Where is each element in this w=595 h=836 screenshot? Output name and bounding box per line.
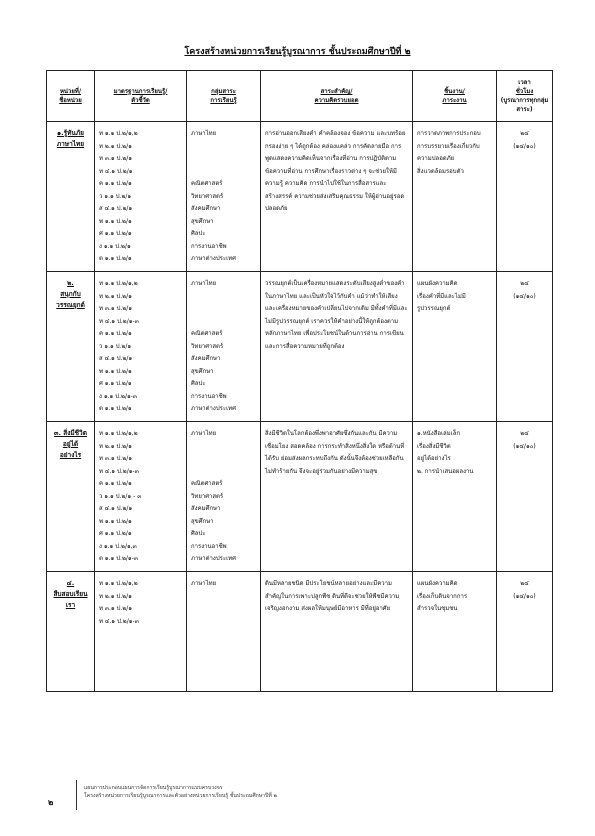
indicator-item: ศ ๑.๑ ป.๒/๑: [99, 230, 132, 237]
concept-cell: ดินมีหลายชนิด มีประโยชน์หลายอย่างและมีความสำคัญในการเพาะปลูกพืช ดินที่ดีจะช่วยให้พืชมีความเจริญงอกงาม ส่งผลให้มนุษย์มีอาหาร มีที่อยู่อาศัย: [261, 572, 413, 692]
unit-cell: [47, 572, 95, 692]
work-item: อยู่ได้อย่างไร: [417, 455, 451, 462]
work-item: การบรรยายเรื่องเกี่ยวกับ: [417, 142, 480, 150]
work-item: ๒. การนำเสนอผลงาน: [417, 467, 474, 475]
work-item: สิ่งแวดล้อมรอบตัว: [417, 167, 464, 175]
indicators-cell: [95, 572, 187, 692]
indicator-item: พ ๑.๑ ป.๒/๑: [99, 367, 132, 375]
unit-name: ๓. สิ่งมีชีวิต: [54, 429, 87, 437]
header-indicators: มาตรฐานการเรียนรู้/ ตัวชี้วัด: [95, 71, 187, 122]
indicator-item: พ ๑.๑ ป.๒/๑: [99, 217, 132, 225]
indicator-item: ท ๔.๑ ป.๒/๑-๓: [99, 467, 139, 475]
table-row: [47, 272, 553, 422]
indicator-item: ท ๒.๑ ป.๒/๑: [99, 592, 132, 600]
hours-cell: [497, 422, 553, 572]
subject-item: ภาษาไทย: [191, 130, 217, 137]
subject-item: การงานอาชีพ: [191, 392, 227, 400]
structure-table: [46, 70, 553, 692]
subject-item: คณิตศาสตร์: [191, 180, 223, 187]
unit-cell: [47, 422, 95, 572]
page-title: โครงสร้างหน่วยการเรียนรู้บูรณาการ ชั้นประถมศึกษาปีที่ ๒: [184, 47, 411, 57]
hours-cell: [497, 122, 553, 272]
indicator-item: ท ๓.๑ ป.๒/๑: [99, 455, 133, 462]
work-item: เรื่องเก็บดินจากการ: [417, 592, 468, 600]
subject-item: [191, 291, 257, 304]
subjects-cell: [187, 572, 261, 692]
unit-cell: [47, 272, 95, 422]
subject-item: [191, 166, 257, 179]
concept-cell: วรรณยุกต์เป็นเครื่องหมายแสดงระดับเสียงสูงต่ำของคำในภาษาไทย และเป็นหัวใจไว้กับคำ แม้ว่าทำให้เสียงและเครื่องหมายของคำเปลี่ยนไปจากเดิม มีทั้งคำที่มีและไม่มีรูปวรรณยุกต์ เราควรให้คำอย่างนี้ให้ถูกต้องตามหลักภาษาไทย เพื่อประโยชน์ในด้านการอ่าน การเขียนและการสื่อความหมายที่ถูกต้อง: [261, 272, 413, 422]
subjects-cell: [187, 272, 261, 422]
subject-item: สังคมศึกษา: [191, 505, 221, 512]
subject-item: ศิลปะ: [191, 530, 206, 537]
indicator-item: ท ๓.๑ ป.๒/๑: [99, 155, 133, 162]
indicator-item: ท ๑.๑ ป.๒/๑,๒: [99, 430, 138, 437]
indicator-item: ง ๑.๑ ป.๒/๑,๓: [99, 542, 137, 550]
indicator-item: ท ๔.๑ ป.๒/๑: [99, 167, 133, 175]
indicator-item: ท ๔.๑ ป.๒/๑-๓: [99, 317, 139, 325]
indicator-item: ท ๔.๑ ป.๒/๑-๓: [99, 617, 139, 625]
indicator-item: ว ๑.๑ ป.๒/๑ - ๓: [99, 492, 142, 500]
footer-text: [84, 784, 277, 800]
indicator-item: ค ๑.๑ ป.๒/๑: [99, 330, 132, 337]
indicator-item: ง ๑.๑ ป.๒/๑: [99, 242, 131, 250]
footer-line-1: แผนการประกอบแผนการจัดการเรียนรู้บูรณาการแบบครบวงจร: [84, 785, 223, 791]
work-item: ๑.หนังสือเล่มเล็ก: [417, 430, 461, 437]
header-concept: สาระสำคัญ/ ความคิดรวบยอด: [261, 71, 413, 122]
unit-name: เรา: [65, 601, 76, 609]
concept-cell: การอ่านออกเสียงคำ คำคล้องจอง ข้อความ และบทร้อยกรองง่าย ๆ ได้ถูกต้อง คล่องแคล่ว การคัดลายมือ การพูดแสดงความคิดเห็นจากเรื่องที่อ่าน การปฏิบัติตามข้อความที่อ่าน การศึกษาเรื่องราวต่าง ๆ จะช่วยให้มีความรู้ ความคิด การนำไปใช้ในการสื่อสารและสร้างสรรค์ ความช่วยส่งเสริมคุณธรรม ให้ผู้อ่านอยู่รอดปลอดภัย: [261, 122, 413, 272]
work-cell: [413, 272, 497, 422]
hours-value: (๑๔/๑๐): [513, 592, 536, 600]
subject-item: ภาษาต่างประเทศ: [191, 255, 236, 262]
indicator-item: ต ๑.๑ ป.๒/๑: [99, 405, 132, 412]
unit-name: อย่างไร: [59, 451, 82, 459]
unit-cell: [47, 122, 95, 272]
indicator-item: ท ๒.๑ ป.๒/๑: [99, 142, 132, 150]
header-subjects: กลุ่มสาระ การเรียนรู้: [187, 71, 261, 122]
subject-item: [191, 141, 257, 154]
subject-item: วิทยาศาสตร์: [191, 492, 224, 500]
unit-name: ๒.: [67, 279, 74, 287]
subjects-cell: [187, 422, 261, 572]
header-time: เวลา ชั่วโมง (บูรณาการทุกกลุ่มสาระ): [497, 71, 553, 122]
page-number: ๒: [48, 798, 54, 807]
subject-item: ภาษาไทย: [191, 580, 217, 587]
work-cell: [413, 572, 497, 692]
indicator-item: ว ๑.๑ ป.๒/๑: [99, 342, 132, 350]
work-item: เรื่องสิ่งมีชีวิต: [417, 442, 451, 450]
subject-item: ศิลปะ: [191, 380, 206, 387]
subject-item: ภาษาไทย: [191, 280, 217, 287]
hours-value: (๑๔/๑๐): [513, 142, 536, 150]
indicator-item: ต ๑.๑ ป.๒/๑-๓: [99, 555, 139, 562]
footer-divider: [76, 780, 77, 810]
subject-item: สังคมศึกษา: [191, 205, 221, 212]
unit-name: ๑.รู้ทันภัย: [57, 129, 84, 137]
work-cell: [413, 422, 497, 572]
subject-item: ศิลปะ: [191, 230, 206, 237]
subject-item: ภาษาไทย: [191, 430, 217, 437]
hours-value: (๑๔/๑๐): [513, 442, 536, 450]
indicator-item: ค ๑.๑ ป.๒/๑: [99, 180, 132, 187]
subject-item: การงานอาชีพ: [191, 242, 227, 250]
subject-item: คณิตศาสตร์: [191, 480, 223, 487]
subject-item: คณิตศาสตร์: [191, 330, 223, 337]
subject-item: [191, 591, 257, 604]
unit-name: อยู่ได้: [62, 440, 79, 448]
indicator-item: พ ๑.๑ ป.๒/๑: [99, 517, 132, 525]
subject-item: สุขศึกษา: [191, 367, 214, 375]
subject-item: วิทยาศาสตร์: [191, 192, 224, 200]
subject-item: [191, 153, 257, 166]
subject-item: สังคมศึกษา: [191, 355, 221, 362]
subject-item: สุขศึกษา: [191, 217, 214, 225]
subject-item: [191, 616, 257, 629]
work-item: สำรวจในชุมชน: [417, 605, 458, 612]
subject-item: [191, 441, 257, 454]
subject-item: [191, 453, 257, 466]
header-work: ชิ้นงาน/ ภาระงาน: [413, 71, 497, 122]
subjects-cell: [187, 122, 261, 272]
subject-item: [191, 303, 257, 316]
subject-item: สุขศึกษา: [191, 517, 214, 525]
work-item: รูปวรรณยุกต์: [417, 305, 451, 312]
indicator-item: ท ๑.๑ ป.๒/๑,๒: [99, 580, 138, 587]
subject-item: การงานอาชีพ: [191, 542, 227, 550]
work-item: ความปลอดภัย: [417, 155, 455, 162]
work-cell: [413, 122, 497, 272]
subject-item: วิทยาศาสตร์: [191, 342, 224, 350]
indicator-item: ส ๔.๑ ป.๒/๑: [99, 505, 133, 512]
subject-item: ภาษาต่างประเทศ: [191, 405, 236, 412]
subject-item: [191, 603, 257, 616]
hours-cell: [497, 572, 553, 692]
hours-cell: [497, 272, 553, 422]
indicator-item: ท ๒.๑ ป.๒/๑: [99, 442, 132, 450]
indicator-item: ท ๒.๑ ป.๒/๑: [99, 292, 132, 300]
indicator-item: ส ๔.๑ ป.๒/๑: [99, 355, 133, 362]
indicator-item: ท ๑.๑ ป.๒/๑,๒: [99, 130, 138, 137]
indicator-item: ท ๑.๑ ป.๒/๑,๒: [99, 280, 138, 287]
unit-name: สนุกกับ: [60, 290, 81, 298]
indicators-cell: [95, 422, 187, 572]
work-item: แผนผังความคิด: [417, 280, 458, 287]
indicator-item: ต ๑.๑ ป.๒/๑: [99, 255, 132, 262]
subject-item: [191, 316, 257, 329]
work-item: แผนผังความคิด: [417, 580, 458, 587]
header-row: [47, 71, 553, 122]
indicator-item: ท ๓.๑ ป.๒/๑: [99, 305, 133, 312]
work-item: การวาดภาพการประกอบ: [417, 130, 481, 137]
indicator-item: ท ๓.๑ ป.๒/๑: [99, 605, 133, 612]
table-row: [47, 572, 553, 692]
hours-value: ๒๔: [520, 280, 529, 287]
work-item: เรื่องคำที่มีและไม่มี: [417, 292, 466, 300]
subject-item: ภาษาต่างประเทศ: [191, 555, 236, 562]
indicator-item: ว ๑.๑ ป.๒/๑: [99, 192, 132, 200]
indicators-cell: [95, 272, 187, 422]
indicator-item: ค ๑.๑ ป.๒/๑: [99, 480, 132, 487]
indicator-item: ง ๑.๑ ป.๒/๑-๓: [99, 392, 138, 400]
hours-value: ๒๔: [520, 580, 529, 587]
indicator-item: ศ ๑.๑ ป.๒/๑: [99, 380, 132, 387]
indicators-cell: [95, 122, 187, 272]
concept-cell: สิ่งมีชีวิตในโลกต้องพึ่งพาอาศัยซึ่งกันและกัน มีความเชื่อมโยง สอดคล้อง การกระทำสิ่งหนึ่งสิ่งใด หรือด้านที่ได้รับ ย่อมส่งผลกระทบถึงกัน ดังนั้นจึงต้องช่วยเหลือกัน ไม่ทำร้ายกัน จึงจะอยู่ร่วมกันอย่างมีความสุข: [261, 422, 413, 572]
hours-value: ๒๔: [520, 130, 529, 137]
header-unit: หน่วยที่/ ชื่อหน่วย: [47, 71, 95, 122]
subject-item: [191, 466, 257, 479]
unit-name: สืบสอบเรียน: [53, 590, 88, 598]
unit-name: วรรณยุกต์: [56, 301, 85, 309]
indicator-item: ส ๔.๑ ป.๒/๑: [99, 205, 133, 212]
hours-value: (๑๔/๑๐): [513, 292, 536, 300]
unit-name: ภาษาไทย: [56, 140, 85, 148]
unit-name: ๔.: [66, 579, 75, 587]
table-row: [47, 422, 553, 572]
hours-value: ๒๔: [520, 430, 529, 437]
footer-line-2: โครงสร้างหน่วยการเรียนรู้บูรณาการและตัวอย่างหน่วยการเรียนรู้ ชั้นประถมศึกษาปีที่ ๒: [84, 793, 277, 799]
indicator-item: ศ ๑.๑ ป.๒/๑: [99, 530, 132, 537]
table-row: [47, 122, 553, 272]
